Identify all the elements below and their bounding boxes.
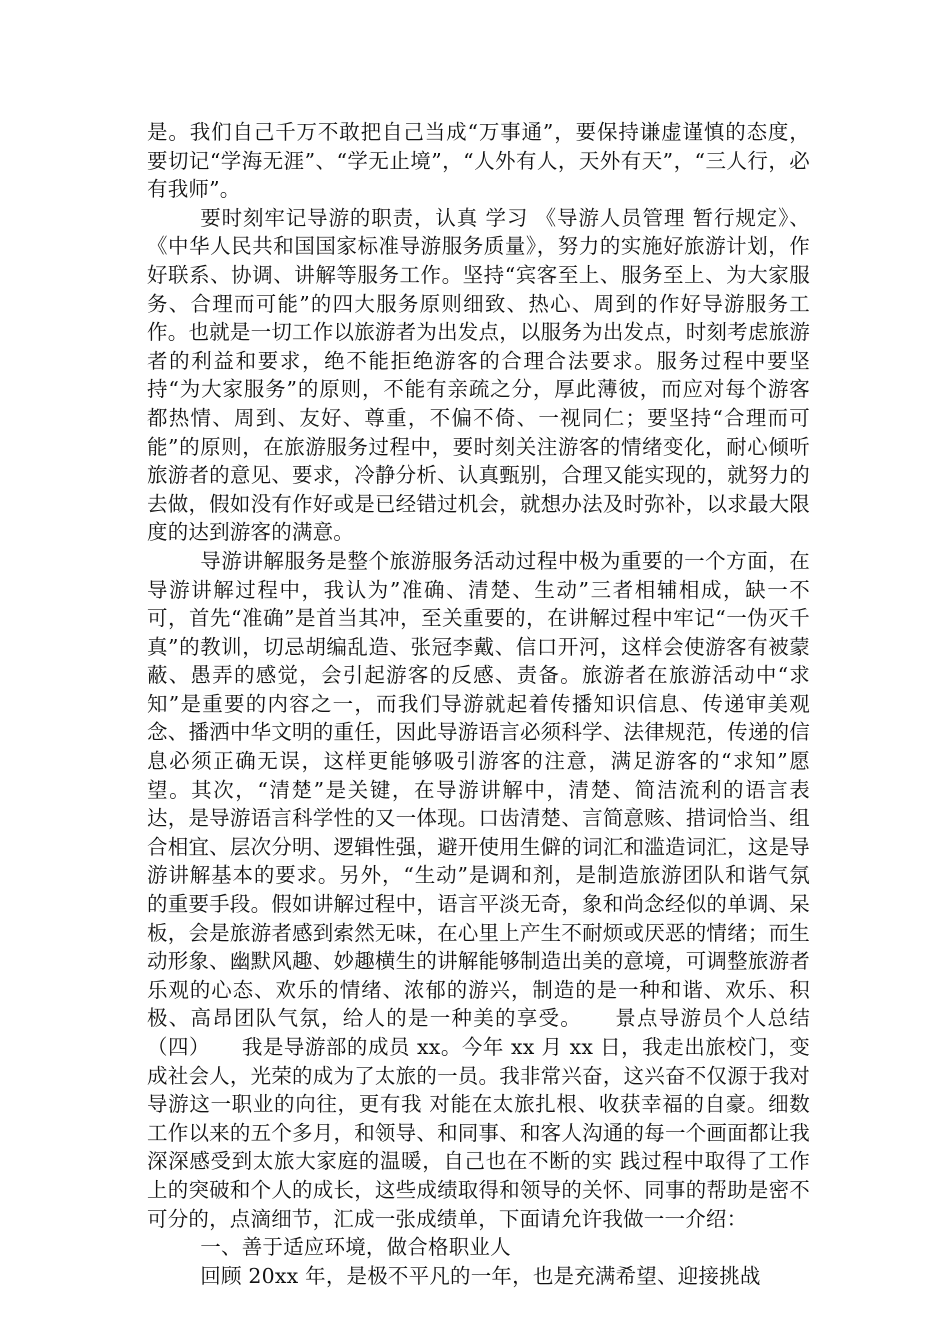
paragraph-4: 回顾 20xx 年，是极不平凡的一年，也是充满希望、迎接挑战 bbox=[200, 1263, 761, 1288]
section-heading: 一、善于适应环境，做合格职业人 bbox=[200, 1235, 511, 1260]
paragraph-3: 导游讲解服务是整个旅游服务活动过程中极为重要的一个方面，在导游讲解过程中，我认为”准确、清楚、生动”三者相辅相成，缺一不可，首先“准确”是首当其冲，至关重要的，在讲解过程中牢记“一伪灭千真”的教训，切忌胡编乱造、张冠李戴、信口开河，这样会使游客有被蒙蔽、愚弄的感觉，会引起游客的反感、责备。旅游者在旅游活动中“求知”是重要的内容之一，而我们导游就起着传播知识信息、传递审美观念、播洒中华文明的重任，因此导游语言必须科学、法律规范，传递的信息必须正确无误，这样更能够吸引游客的注意，满足游客的“求知”愿望。其次，“清楚”是关键，在导游讲解中，清楚、简洁流利的语言表达，是导游语言科学性的又一体现。口齿清楚、言简意赅、措词恰当、组合相宜、层次分明、逻辑性强，避开使用生僻的词汇和滥造词汇，这是导游讲解基本的要求。另外，“生动”是调和剂，是制造旅游团队和谐气氛的重要手段。假如讲解过程中，语言平淡无奇，象和尚念经似的单调、呆板，会是旅游者感到索然无味，在心里上产生不耐烦或厌恶的情绪；而生动形象、幽默风趣、妙趣横生的讲解能够制造出美的意境，可调整旅游者乐观的心态、欢乐的情绪、浓郁的游兴，制造的是一种和谐、欢乐、积极、高昂团队气氛，给人的是一种美的享受。 景点导游员个人总结（四） 我是导游部的成员 xx。今年 xx 月 xx 日，我走出旅校门，变成社会人，光荣的成为了太旅的一员。我非常兴奋，这兴奋不仅源于我对导游这一职业的向往，更有我 对能在太旅扎根、收获幸福的自豪。细数工作以来的五个多月，和领导、和同事、和客人沟通的每一个画面都让我深深感受到太旅大家庭的温暖，自己也在不断的实 践过程中取得了工作上的突破和个人的成长，这些成绩取得和领导的关怀、同事的帮助是密不可分的，点滴细节，汇成一张成绩单，下面请允许我做一一介绍： bbox=[147, 548, 810, 1231]
document-body bbox=[147, 118, 810, 1290]
paragraph-2: 要时刻牢记导游的职责，认真 学习 《导游人员管理 暂行规定》、《中华人民共和国国家标准导游服务质量》，努力的实施好旅游计划，作好联系、协调、讲解等服务工作。坚持“宾客至上、服务至上、为大家服务、合理而可能”的四大服务原则细致、热心、周到的作好导游服务工作。也就是一切工作以旅游者为出发点，以服务为出发点，时刻考虑旅游者的利益和要求，绝不能拒绝游客的合理合法要求。服务过程中要坚持“为大家服务”的原则，不能有亲疏之分，厚此薄彼，而应对每个游客都热情、周到、友好、尊重，不偏不倚、一视同仁；要坚持“合理而可能”的原则，在旅游服务过程中，要时刻关注游客的情绪变化，耐心倾听旅游者的意见、要求，冷静分析、认真甄别，合理又能实现的，就努力的去做，假如没有作好或是已经错过机会，就想办法及时弥补，以求最大限度的达到游客的满意。 bbox=[147, 205, 810, 545]
paragraph-1: 是。我们自己千万不敢把自己当成“万事通”，要保持谦虚谨慎的态度，要切记“学海无涯”、“学无止境”，“人外有人，天外有天”，“三人行，必有我师”。 bbox=[147, 120, 810, 202]
